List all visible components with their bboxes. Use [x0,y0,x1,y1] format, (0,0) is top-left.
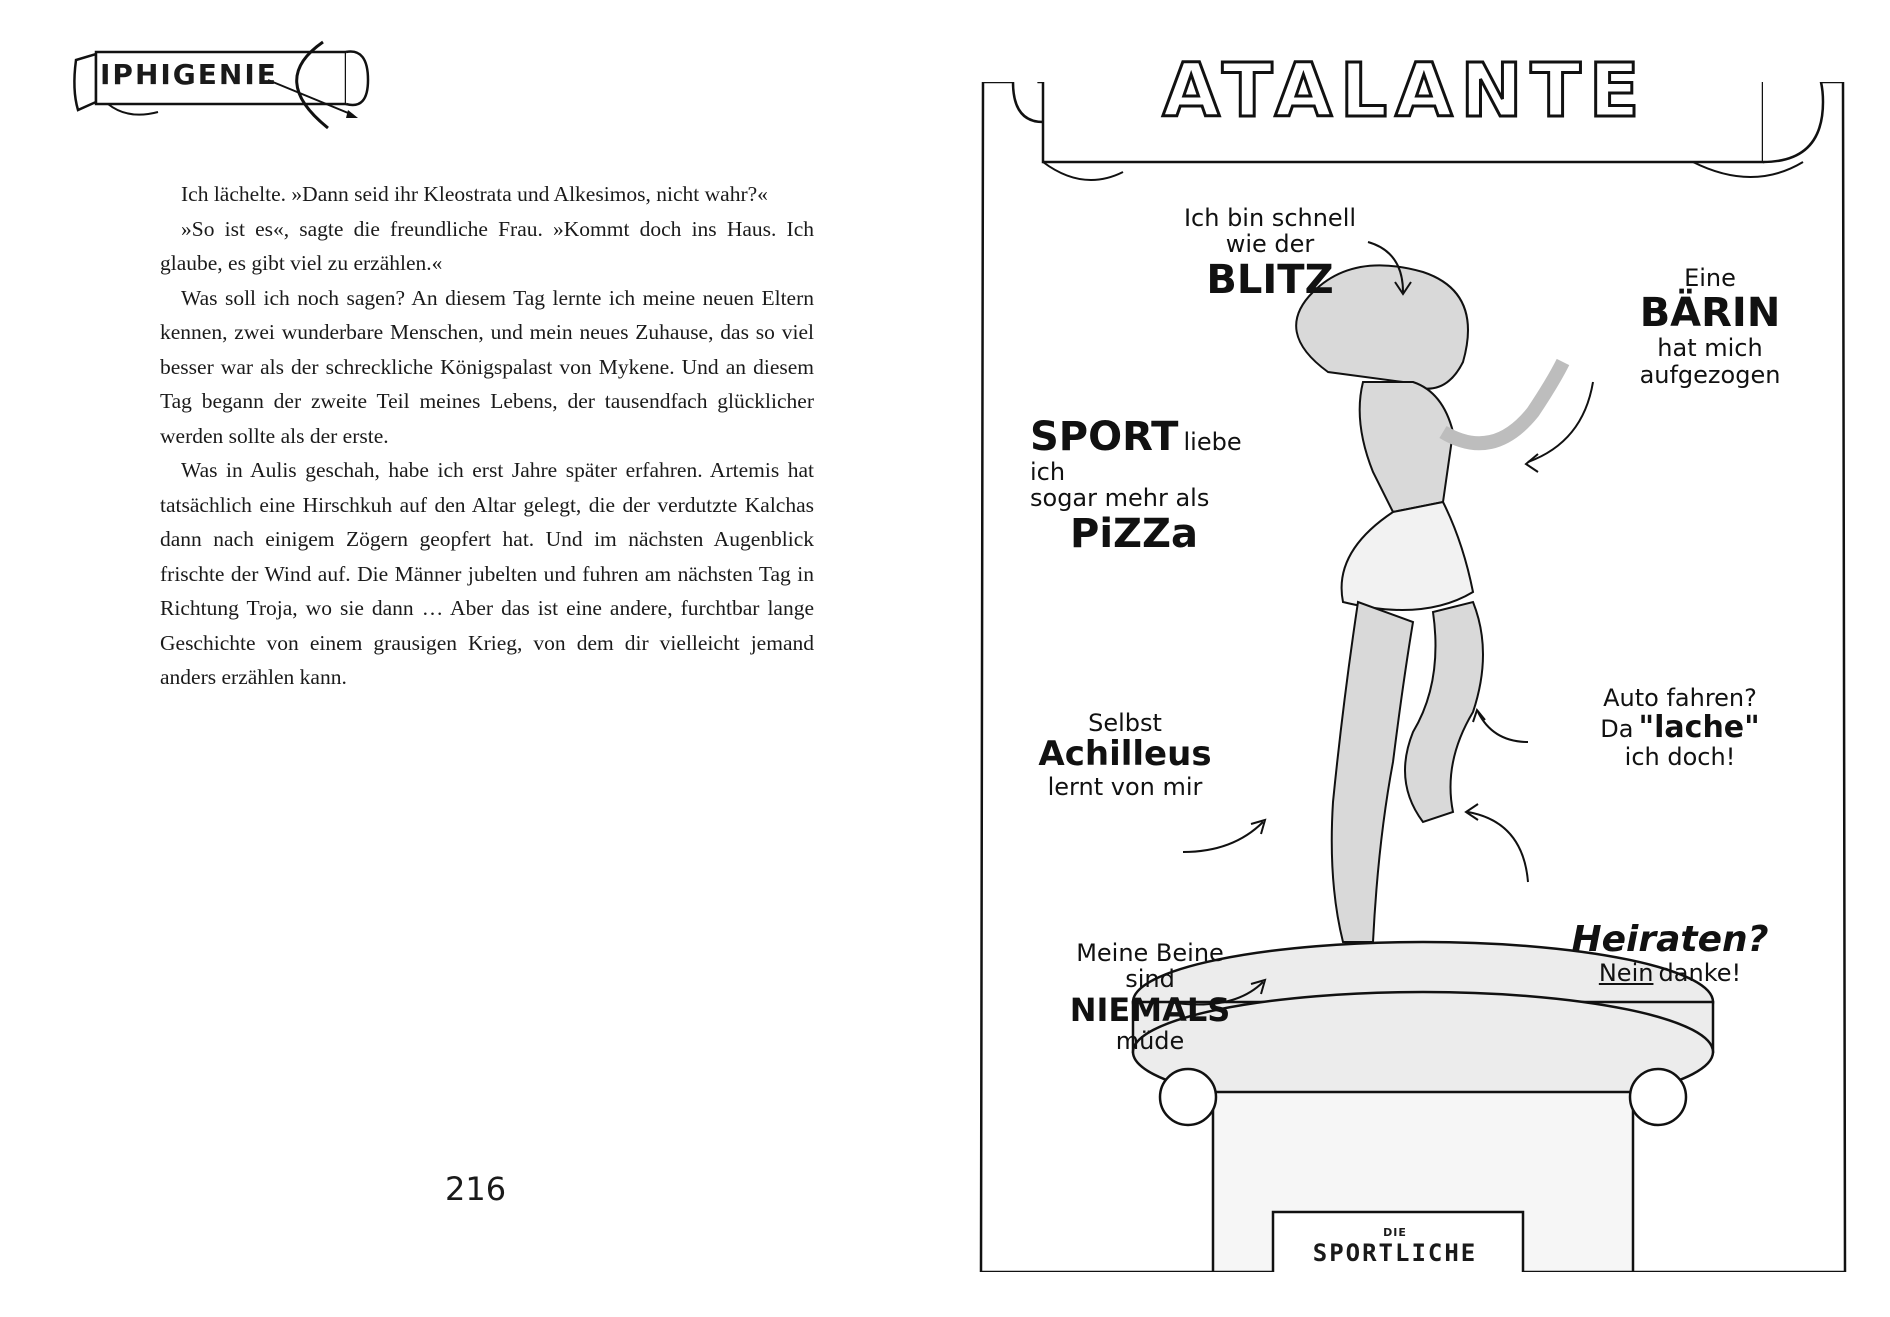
note-text: Ich bin schnell [1183,204,1357,232]
note-emphasis: PiZZa [1070,510,1199,557]
chapter-title: IPHIGENIE [100,58,278,91]
note-text: Da [1600,715,1634,744]
note-emphasis: BÄRIN [1639,290,1781,337]
note-text: Meine Beine sind [1076,939,1224,994]
note-text: wie der [1225,230,1315,259]
note-blitz [1170,205,1370,302]
paragraph: Was in Aulis geschah, habe ich erst Jahre später erfahren. Artemis hat tatsächlich eine Hirschkuh auf den Altar gelegt, die der verdutzte Kalchas dann nach einigem Zögern geopfert hat. Und im nächsten Augenblick frischte der Wind auf. Die Männer jubelten und fuhren am nächsten Tag in Richtung Troja, wo sie dann … Aber das ist eine andere, furchtbar lange Geschichte von einem grausigen Krieg, von dem dir vielleicht jemand anders erzählen kann. [160,458,814,689]
portrait-title: ATALANTE [1162,48,1648,134]
note-heiraten [1565,920,1775,986]
paragraph: Ich lächelte. »Dann seid ihr Kleostrata und Alkesimos, nicht wahr?« [181,182,768,206]
note-sport [1030,415,1270,556]
pedestal-plaque [1270,1208,1520,1296]
note-emphasis: "lache" [1638,710,1760,746]
plaque-small-text: DIE [1383,1226,1407,1239]
note-emphasis: Achilleus [1038,734,1212,775]
note-text: aufgezogen [1639,360,1781,389]
paragraph: »So ist es«, sagte die freundliche Frau. »Kommt doch ins Haus. Ich glaube, es gibt viel zu erzählen.« [160,216,814,275]
note-text: Eine [1684,264,1736,292]
note-baerin [1625,265,1795,388]
note-text: Selbst [1088,709,1162,737]
note-emphasis: BLITZ [1206,256,1334,303]
note-text: liebe ich [1030,428,1242,486]
page-number: 216 [445,1170,507,1208]
note-emphasis: NIEMALS [1069,990,1231,1029]
note-emphasis: Heiraten? [1571,919,1769,960]
note-text: Auto fahren? [1603,684,1757,712]
note-achilleus [1035,710,1215,800]
note-text: ich doch! [1624,743,1736,772]
note-auto [1585,685,1775,771]
body-text [160,177,814,695]
note-text: sogar mehr als [1030,484,1210,513]
paragraph: Was soll ich noch sagen? An diesem Tag lernte ich meine neuen Eltern kennen, zwei wunderbare Menschen, und mein neues Zuhause, das so viel besser war als der schreckliche Königspalast von Mykene. Und an diesem Tag begann der zweite Teil meines Lebens, der tausendfach glücklicher werden sollte als der erste. [160,285,814,448]
right-page [945,0,1890,1317]
note-text: Nein [1598,958,1654,987]
plaque-big-text: SPORTLICHE [1312,1239,1478,1267]
note-text: danke! [1658,958,1742,987]
note-text: müde [1115,1026,1185,1055]
runner-figure-icon [1296,265,1563,942]
note-beine [1050,940,1250,1054]
note-text: lernt von mir [1047,772,1203,801]
note-text: hat mich [1657,334,1763,363]
illustration-frame [973,82,1853,1272]
note-emphasis: SPORT [1030,414,1179,460]
